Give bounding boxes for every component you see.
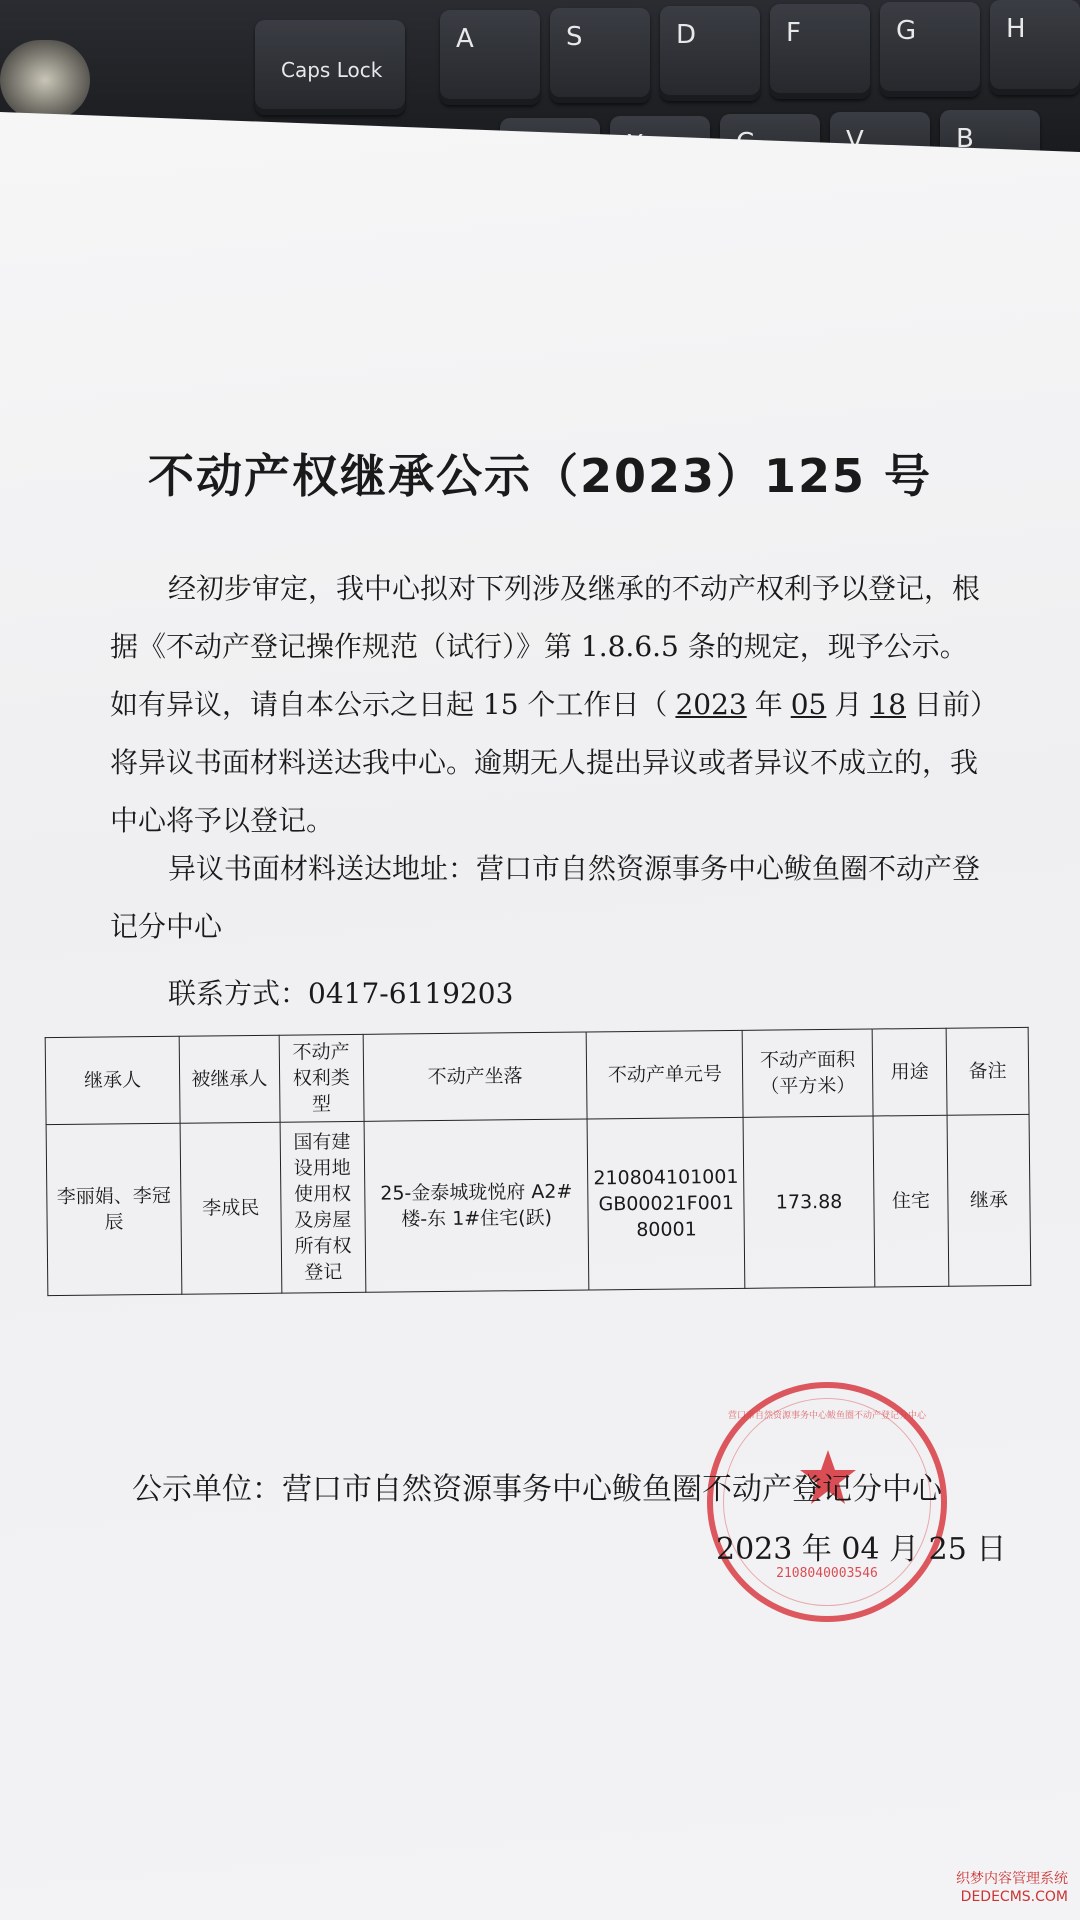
issuing-unit: 公示单位：营口市自然资源事务中心鲅鱼圈不动产登记分中心 <box>132 1472 942 1507</box>
cell-usage: 住宅 <box>873 1115 949 1287</box>
notice-paragraph-1 <box>110 560 999 850</box>
contact-info <box>110 965 990 1023</box>
deadline-year: 2023 <box>675 688 747 721</box>
cell-heirs: 李丽娟、李冠辰 <box>46 1123 182 1295</box>
header-unit-no: 不动产单元号 <box>587 1030 744 1119</box>
watermark-line1: 织梦内容管理系统 <box>956 1871 1068 1887</box>
para1-line2: 据《不动产登记操作规范（试行）》第 1.8.6.5 条的规定，现予公示。 <box>110 630 968 663</box>
cell-remark: 继承 <box>947 1114 1031 1286</box>
notice-title: 不动产权继承公示（2023）125 号 <box>147 449 933 503</box>
site-watermark <box>956 1870 1068 1906</box>
issue-date: 2023 年 04 月 25 日 <box>716 1532 1007 1567</box>
key-b: B <box>940 110 1040 170</box>
para1-line3 <box>110 676 999 734</box>
cell-decedent: 李成民 <box>180 1122 282 1294</box>
contact-line: 联系方式：0417-6119203 <box>168 977 514 1010</box>
para2-line1: 异议书面材料送达地址：营口市自然资源事务中心鲅鱼圈不动产登 <box>168 852 981 885</box>
table-header-row <box>45 1027 1029 1124</box>
cell-location: 25-金泰城珑悦府 A2#楼-东 1#住宅(跃) <box>364 1119 590 1292</box>
header-area: 不动产面积（平方米） <box>742 1029 873 1117</box>
notice-paragraph-2 <box>110 840 990 956</box>
decorative-trinket <box>0 40 90 120</box>
header-usage: 用途 <box>872 1028 947 1116</box>
deadline-day: 18 <box>870 688 907 721</box>
cell-unit-no: 210804101001GB00021F00180001 <box>587 1117 745 1290</box>
para2-line2: 记分中心 <box>110 910 223 943</box>
cell-right-type: 国有建设用地使用权及房屋所有权登记 <box>280 1121 366 1293</box>
key-d: D <box>660 6 760 101</box>
header-decedent: 被继承人 <box>179 1035 280 1123</box>
watermark-line2: DEDECMS.COM <box>960 1889 1068 1905</box>
para1-line3-pre: 如有异议，请自本公示之日起 15 个工作日（ <box>110 688 668 721</box>
key-a: A <box>440 10 540 105</box>
para1-line4: 将异议书面材料送达我中心。逾期无人提出异议或者异议不成立的，我 <box>110 746 979 779</box>
para1-line5: 中心将予以登记。 <box>110 804 335 837</box>
month-label: 月 <box>834 688 863 721</box>
seal-text: 营口市自然资源事务中心鲅鱼圈不动产登记分中心 <box>727 1411 926 1421</box>
key-caps-lock: Caps Lock <box>255 20 405 115</box>
year-label: 年 <box>754 688 783 721</box>
deadline-month: 05 <box>790 688 827 721</box>
key-s: S <box>550 8 650 103</box>
para1-line3-post: 日前） <box>914 688 999 721</box>
table-row <box>46 1114 1031 1295</box>
header-remark: 备注 <box>946 1027 1029 1115</box>
key-v: V <box>830 112 930 172</box>
para1-line1: 经初步审定，我中心拟对下列涉及继承的不动产权利予以登记，根 <box>168 572 981 605</box>
key-h: H <box>990 0 1080 95</box>
key-f: F <box>770 4 870 99</box>
seal-code: 2108040003546 <box>776 1566 878 1581</box>
registration-table <box>45 1027 1032 1296</box>
cell-area: 173.88 <box>743 1116 875 1288</box>
key-g: G <box>880 2 980 97</box>
header-heirs: 继承人 <box>45 1036 180 1124</box>
header-location: 不动产坐落 <box>363 1032 588 1121</box>
header-right-type: 不动产权利类型 <box>279 1034 364 1122</box>
